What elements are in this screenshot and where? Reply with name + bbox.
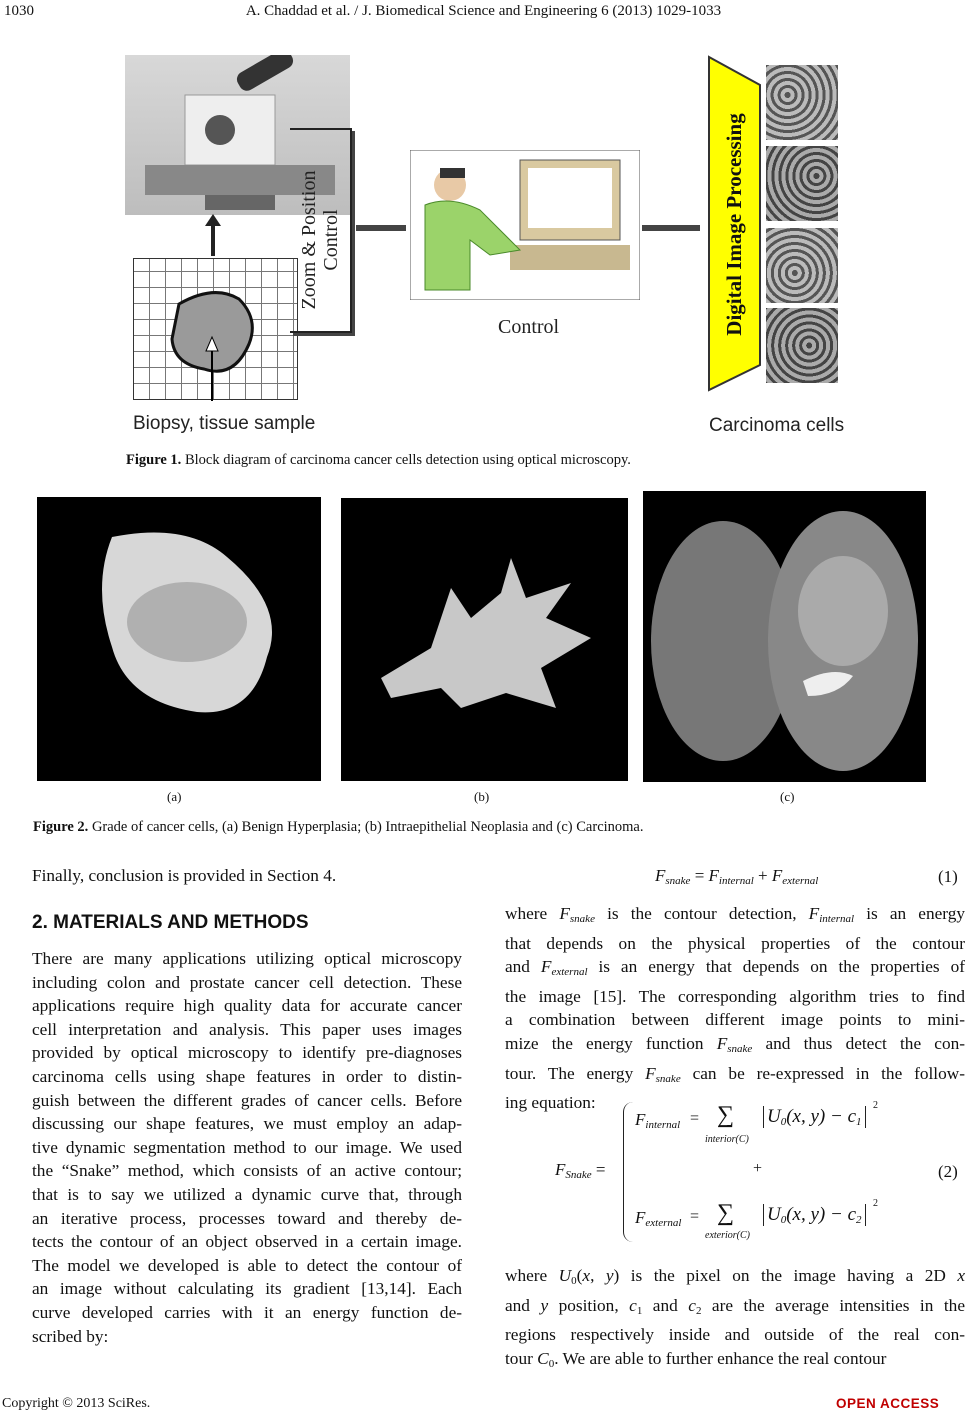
zoom-label: Zoom & Position <box>298 170 320 310</box>
zoom-position-control-box <box>290 128 352 333</box>
text-line: a combination between different image points to mini- <box>505 1010 965 1030</box>
left-column-body <box>32 947 462 1348</box>
text-line: tive dynamic segmentation method to our image. We used <box>32 1137 462 1157</box>
text-line: and y position, $c_1$ and $c_2$ are the average intensities in the <box>505 1295 965 1317</box>
text-line: the image [15]. The corresponding algorithm tries to find <box>505 986 965 1006</box>
tissue-grid-image <box>133 258 298 400</box>
text-line: an image without calculating its gradient [13,14]. Each <box>32 1279 462 1299</box>
intro-line: Finally, conclusion is provided in Section 4. <box>32 866 337 885</box>
control-label: Control <box>320 209 342 271</box>
computer-illustration <box>410 150 640 300</box>
right-paragraph-2 <box>505 1264 965 1376</box>
section-heading: 2. MATERIALS AND METHODS <box>32 912 309 933</box>
text-line: that depends on the physical properties of the contour <box>505 933 965 953</box>
text-line: tects the contour of an object observed in a certain image. <box>32 1232 462 1252</box>
text-line: the “Snake” method, which consists of an active contour; <box>32 1161 462 1181</box>
text-line: discussing our shape features, we must employ an adap- <box>32 1114 462 1134</box>
panel-label-b: (b) <box>474 789 490 804</box>
digital-image-processing-banner <box>707 55 762 392</box>
text-line: where $F_{snake}$ is the contour detection, $F_{internal}$ is an energy <box>505 904 965 925</box>
text-line: tour $C_0$. We are able to further enhance the real contour <box>505 1348 887 1370</box>
carcinoma-label: Carcinoma cells <box>709 415 845 436</box>
page-number: 1030 <box>4 3 34 19</box>
text-line: an iterative process, processes toward and thereby de- <box>32 1208 462 1228</box>
equation-2: $F_{Snake}$ = $F_{internal}$ = ∑ interior(C) $U_0(x$, $y) - c_1$ 2 + $F_{external}$ = ∑ exterior(C) $U_0(x$, $y) - c_2$ 2 <box>555 1100 878 1241</box>
figure-2a-image <box>37 497 321 781</box>
equation-1: $F_{snake} = F_{internal} + F_{external}$ <box>655 866 819 887</box>
figure-1-caption: Figure 1. Block diagram of carcinoma cancer cells detection using optical microscopy. <box>126 452 631 468</box>
text-line: provided by optical microscopy to identify pre-diagnoses <box>32 1043 462 1063</box>
figure-2c-image <box>643 491 926 782</box>
right-paragraph-1 <box>505 902 965 1115</box>
brace-icon <box>623 1102 633 1242</box>
panel-label-c: (c) <box>780 789 795 804</box>
text-line: applications require high quality data for accurate cancer <box>32 996 462 1016</box>
text-line: including colon and prostate cancer cell detection. These <box>32 972 462 992</box>
text-line: guish between the different grades of cancer cells. Before <box>32 1090 462 1110</box>
text-line: mize the energy function $F_{snake}$ and thus detect the con- <box>505 1033 965 1055</box>
text-line: carcinoma cells using shape features in order to distin- <box>32 1066 462 1086</box>
text-line: where $U_0(x$, y) is the pixel on the image having a 2D x <box>505 1266 966 1287</box>
biopsy-label: Biopsy, tissue sample <box>133 413 316 434</box>
text-line: The model we developed is able to detect the contour of <box>32 1255 462 1275</box>
text-line: regions respectively inside and outside of the real con- <box>505 1325 965 1345</box>
text-line: curve developed carries with it an energy function de- <box>32 1302 462 1322</box>
figure-1 <box>0 0 967 440</box>
carcinoma-image-2 <box>766 146 838 221</box>
double-arrow-icon <box>356 225 406 231</box>
equation-1-number: (1) <box>938 867 958 886</box>
running-title: A. Chaddad et al. / J. Biomedical Science and Engineering 6 (2013) 1029-1033 <box>245 3 722 19</box>
figure-2b-image <box>341 498 628 781</box>
equation-2-number: (2) <box>938 1162 958 1181</box>
copyright: Copyright © 2013 SciRes. <box>2 1396 151 1411</box>
panel-label-a: (a) <box>167 789 182 804</box>
control-caption: Control <box>498 316 560 338</box>
text-line: ing equation: <box>505 1093 596 1113</box>
text-line: There are many applications utilizing optical microscopy <box>32 949 462 968</box>
figure-2-caption: Figure 2. Grade of cancer cells, (a) Benign Hyperplasia; (b) Intraepithelial Neoplasia and (c) Carcinoma. <box>33 819 644 835</box>
text-line: and $F_{external}$ is an energy that depends on the properties of <box>505 957 965 979</box>
text-line: scribed by: <box>32 1326 109 1346</box>
dip-label: Digital Image Processing <box>722 113 746 336</box>
carcinoma-image-3 <box>766 228 838 303</box>
carcinoma-image-4 <box>766 308 838 383</box>
carcinoma-image-1 <box>766 65 838 140</box>
text-line: tour. The energy $F_{snake}$ can be re-expressed in the follow- <box>505 1063 965 1085</box>
open-access-label: OPEN ACCESS <box>836 1396 940 1411</box>
double-arrow-icon <box>642 225 700 231</box>
text-line: cell interpretation and analysis. This paper uses images <box>32 1019 462 1039</box>
text-line: that is to say we utilized a dynamic curve that, through <box>32 1184 462 1204</box>
